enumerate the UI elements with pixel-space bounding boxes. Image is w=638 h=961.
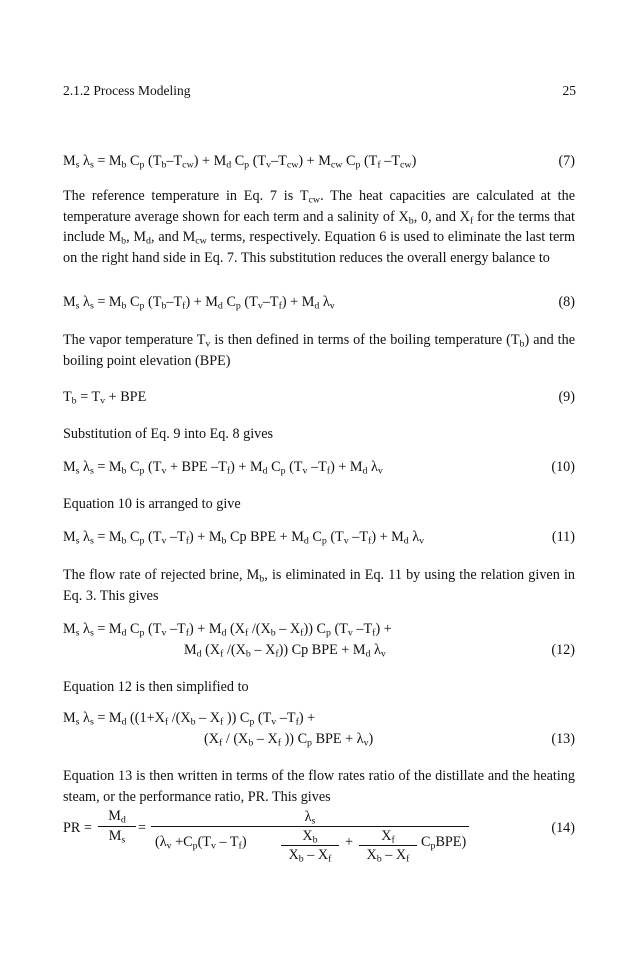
- equals-sign: =: [138, 820, 147, 836]
- equation-11-number: (11): [551, 529, 575, 545]
- ms-denominator: $M_s$: [108, 828, 126, 846]
- paragraph-4: Equation 10 is arranged to give: [63, 496, 241, 512]
- equation-9: [63, 389, 575, 406]
- equation-10: [63, 459, 575, 476]
- md-ms-fraction-bar: [98, 826, 136, 827]
- xf-numerator: $X_f$: [381, 828, 395, 846]
- plus-sign: +: [345, 834, 354, 850]
- page-number: 25: [562, 83, 576, 98]
- equation-7: [63, 153, 575, 170]
- paragraph-3: Substitution of Eq. 9 into Eq. 8 gives: [63, 426, 274, 442]
- xb-fraction-bar: [281, 845, 339, 846]
- main-fraction-bar: [151, 826, 469, 827]
- paragraph-7: Equation 13 is then written in terms of the flow rates ratio of the distillate and the heating steam, or the performance ratio, PR. This gives: [63, 768, 575, 805]
- xf-fraction-bar: [359, 845, 417, 846]
- paragraph-1: The reference temperature in Eq. 7 is $T_{cw}$. The heat capacities are calculated at the temperature average shown for each term and a salinity of $X_b$, 0, and $X_f$ for the terms that include $M_b$, $M_d$, and $M_{cw}$ terms, respectively. Equation 6 is used to eliminate the last term on the right hand side in Eq. 7. This substitution reduces the overall energy balance to: [63, 188, 576, 266]
- section-header: 2.1.2 Process Modeling: [63, 83, 191, 98]
- equation-7-body: $M_s$ $\lambda_s = M_b$ $C_p$ $(T_b-T_{cw}) + M_d$ $C_p$ $(T_v-T_{cw}) + M_{cw}$ $C_p$ ($T_f$ $-T_{cw}$): [63, 153, 417, 171]
- equation-13-number: (13): [551, 731, 575, 747]
- equation-14: [63, 808, 575, 868]
- md-numerator: $M_d$: [108, 808, 126, 826]
- equation-8-number: (8): [558, 294, 575, 310]
- equation-11-body: $M_s$ $\lambda_s = M_b$ $C_p$ ($T_v$ $-T_f) + M_b$ Cp BPE + $M_d$ $C_p$ ($T_v$ $-T_f) + M_d$ $\lambda_v$: [63, 529, 425, 547]
- paragraph-5: The flow rate of rejected brine, $M_b$, is eliminated in Eq. 11 by using the relation given in Eq. 3. This gives: [63, 567, 575, 604]
- xb-xf-denominator-1: $X_b - X_f$: [288, 847, 332, 865]
- equation-8: [63, 294, 575, 311]
- equation-7-number: (7): [558, 153, 575, 169]
- equation-12-line-1: $M_s$ $\lambda_s = M_d$ $C_p$ ($T_v$ $-T_f) + M_d$ ($X_f$ $/(X_b - X_f)$) $C_p$ ($T_v$ $-T_f$) +: [63, 621, 392, 639]
- equation-8-body: $M_s$ $\lambda_s = M_b$ $C_p$ $(T_b-T_f) + M_d$ $C_p$ $(T_v-T_f) + M_d$ $\lambda_v$: [63, 294, 335, 312]
- equation-12-line-2: [63, 642, 575, 659]
- equation-10-body: $M_s$ $\lambda_s = M_b$ $C_p$ ($T_v$ + BPE $-T_f) + M_d$ $C_p$ ($T_v$ $-T_f) + M_d$ $\lambda_v$: [63, 459, 383, 477]
- equation-11: [63, 529, 575, 546]
- equation-13-line-2: [63, 731, 575, 748]
- xb-xf-denominator-2: $X_b - X_f$: [366, 847, 410, 865]
- denominator-part-2: $C_pBPE$): [421, 834, 467, 852]
- equation-12-body-2: $M_d$ ($X_f$ $/(X_b - X_f)$) Cp BPE + $M_d$ $\lambda_v$: [184, 642, 386, 660]
- equation-10-number: (10): [551, 459, 575, 475]
- paragraph-2: The vapor temperature $T_v$ is then defined in terms of the boiling temperature $(T_b)$ and the boiling point elevation (BPE): [63, 332, 575, 369]
- paragraph-6: Equation 12 is then simplified to: [63, 679, 249, 695]
- equation-12-number: (12): [551, 642, 575, 658]
- equation-13-line-1: $M_s$ $\lambda_s = M_d$ (($1+X_f$ $/(X_b - X_f$ )) $C_p$ ($T_v$ $-T_f$) +: [63, 710, 316, 728]
- equation-9-number: (9): [558, 389, 575, 405]
- xb-numerator: $X_b$: [302, 828, 318, 846]
- equation-9-body: $T_b = T_v$ + BPE: [63, 389, 147, 407]
- lambda-s-numerator: $\lambda_s$: [304, 809, 316, 827]
- pr-label: PR =: [63, 820, 92, 836]
- denominator-part-1: ($\lambda_v +C_p(T_v - T_f)$: [155, 834, 247, 852]
- equation-13-body-2: ($X_f / (X_b - X_f$ )) $C_p$ BPE + $\lambda_v$): [204, 731, 374, 749]
- equation-14-number: (14): [551, 820, 575, 836]
